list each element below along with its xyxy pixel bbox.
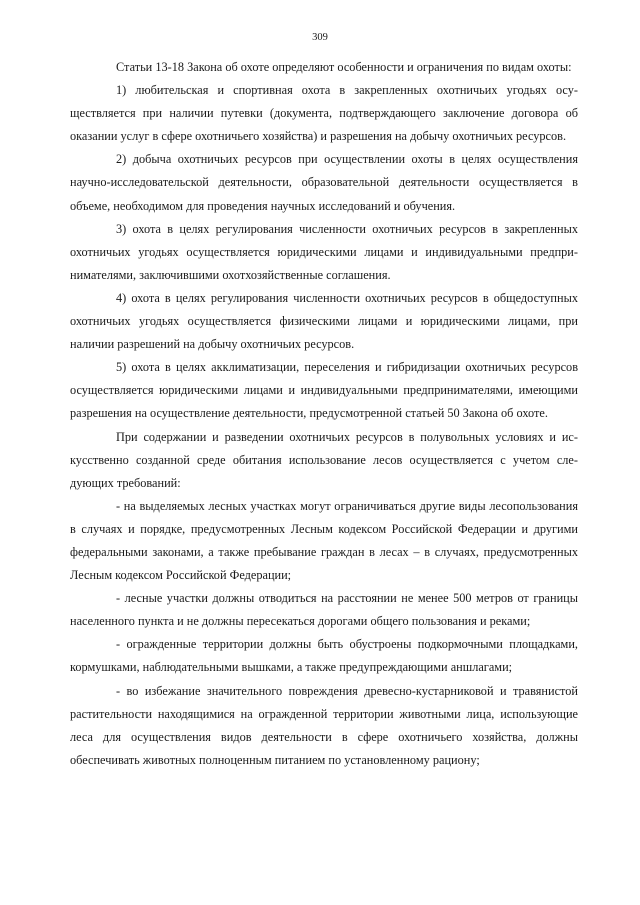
- paragraph-requirement-4: - во избежание значительного повреждения древесно-кустарниковой и травянистой растительности находящимися на огражденной территории животными лица, использующие леса для осуществления видов деятельности в сфере охотничьего хозяйства, должны обеспечивать животных полноценным питанием по установленному рациону;: [70, 683, 578, 767]
- paragraph-requirement-1: - на выделяемых лесных участках могут ограничиваться другие виды лесопользования в случаях и порядке, предусмотренных Лесным кодексом Российской Федерации и другими федеральными законами, а также пребывание граждан в лесах – в случаях, предусмотренных Лесным кодексом Российской Федерации;: [70, 498, 578, 583]
- paragraph-requirement-2: - лесные участки должны отводиться на расстоянии не менее 500 метров от границы населенного пункта и не должны пересекаться дорогами общего пользования и реками;: [70, 591, 578, 629]
- paragraph-item-5: 5) охота в целях акклиматизации, переселения и гибридизации охотничьих ресурсов осуществляется юридическими лицами и индивидуальными предпринимателями, имеющими разрешения на осуществление деятельности, предусмотренной статьей 50 Закона об охоте.: [70, 360, 578, 421]
- paragraph-intro: Статьи 13-18 Закона об охоте определяют особенности и ограничения по видам охоты:: [116, 60, 572, 74]
- paragraph-item-2: 2) добыча охотничьих ресурсов при осуществлении охоты в целях осуществления научно-исследовательской деятельности, образовательной деятельности осуществляется в объеме, необходимом для проведения научных исследований и обучения.: [70, 152, 578, 213]
- paragraph-requirements-intro: При содержании и разведении охотничьих ресурсов в полувольных условиях и искусственно созданной среде обитания использование лесов осуществляется с учетом следующих требований:: [70, 429, 578, 490]
- paragraph-item-4: 4) охота в целях регулирования численности охотничьих ресурсов в общедоступных охотничьих угодьях осуществляется физическими лицами и юридическими лицами, при наличии разрешений на добычу охотничьих ресурсов.: [70, 290, 578, 352]
- page-number: 309: [312, 32, 328, 43]
- body-text: [70, 56, 578, 772]
- paragraph-item-3: 3) охота в целях регулирования численности охотничьих ресурсов в закрепленных охотничьих угодьях осуществляется юридическими лицами и индивидуальными предпринимателями, заключившими охотхозяйственные соглашения.: [70, 221, 578, 282]
- paragraph-item-1: 1) любительская и спортивная охота в закрепленных охотничьих угодьях осуществляется при наличии путевки (документа, подтверждающего заключение договора об оказании услуг в сфере охотничьего хозяйства) и разрешения на добычу охотничьих ресурсов.: [70, 83, 578, 144]
- paragraph-requirement-3: - огражденные территории должны быть обустроены подкормочными площадками, кормушками, наблюдательными вышками, а также предупреждающими аншлагами;: [70, 637, 578, 675]
